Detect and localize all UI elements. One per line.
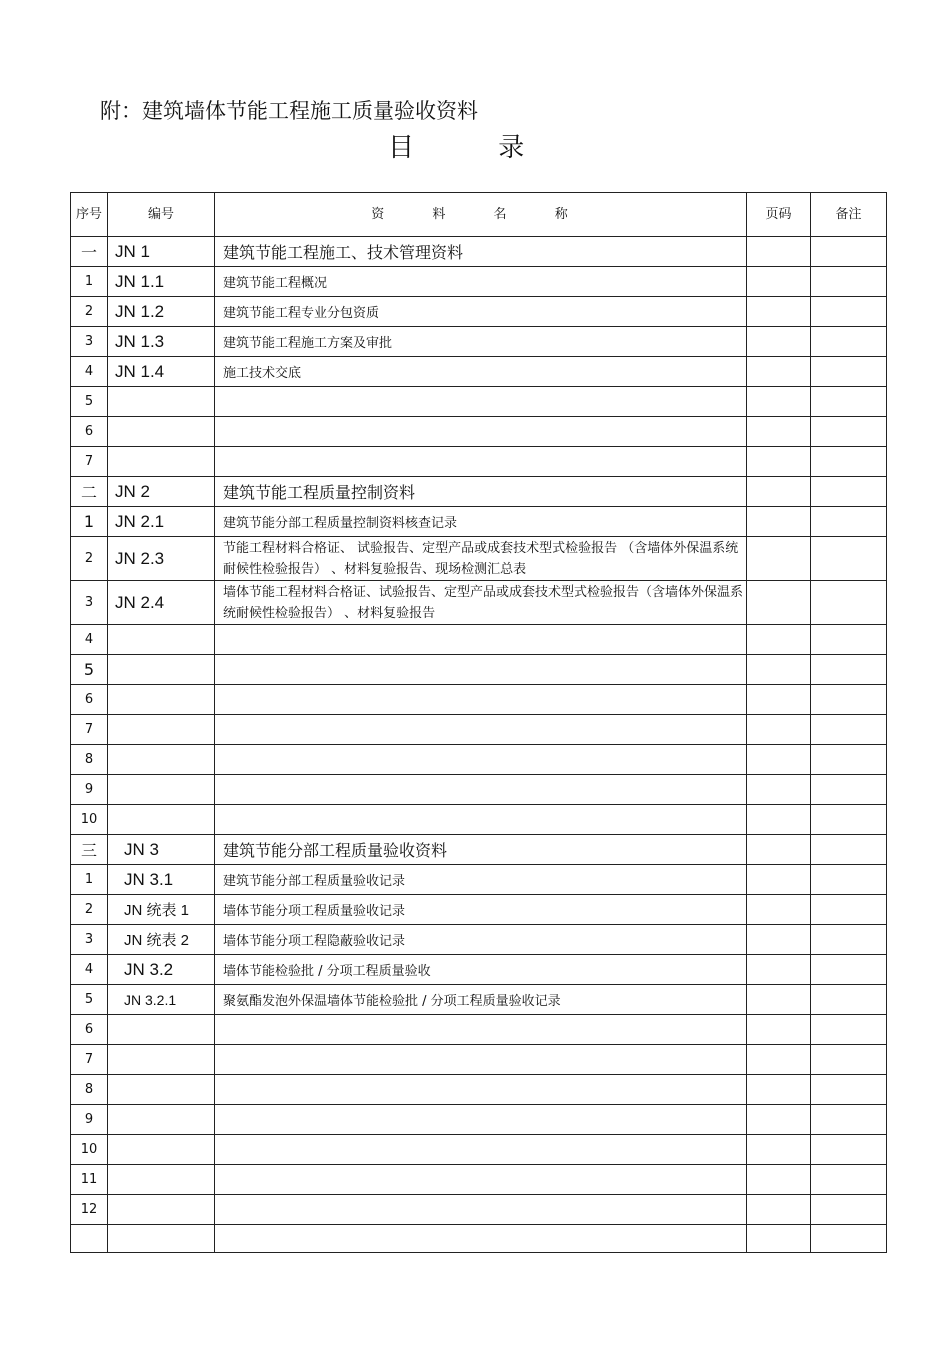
row-code: JN 3 <box>108 835 215 865</box>
row-name <box>215 387 747 417</box>
row-page <box>747 985 811 1015</box>
row-seq: 4 <box>71 955 108 985</box>
row-page <box>747 925 811 955</box>
row-seq: 2 <box>71 537 108 581</box>
row-seq: 10 <box>71 1135 108 1165</box>
row-code: JN 2.3 <box>108 537 215 581</box>
table-row <box>71 805 887 835</box>
table-header-row <box>71 193 887 237</box>
row-name: 建筑节能工程质量控制资料 <box>215 477 747 507</box>
table-row <box>71 1045 887 1075</box>
column-header-page: 页码 <box>747 193 811 237</box>
row-seq: 10 <box>71 805 108 835</box>
row-name <box>215 625 747 655</box>
row-page <box>747 581 811 625</box>
row-remark <box>811 805 887 835</box>
row-remark <box>811 1165 887 1195</box>
row-seq: 4 <box>71 625 108 655</box>
table-row <box>71 955 887 985</box>
row-seq: 5 <box>71 387 108 417</box>
row-page <box>747 327 811 357</box>
row-name: 墙体节能分项工程隐蔽验收记录 <box>215 925 747 955</box>
row-name: 建筑节能分部工程质量验收记录 <box>215 865 747 895</box>
row-seq: 5 <box>71 655 108 685</box>
document-heading: 附：建筑墙体节能工程施工质量验收资料 <box>100 99 478 123</box>
row-page <box>747 955 811 985</box>
table-row <box>71 507 887 537</box>
table-row <box>71 835 887 865</box>
row-remark <box>811 297 887 327</box>
row-code <box>108 447 215 477</box>
table-row <box>71 1015 887 1045</box>
row-code <box>108 1135 215 1165</box>
row-seq: 9 <box>71 775 108 805</box>
row-remark <box>811 895 887 925</box>
row-code <box>108 1015 215 1045</box>
row-name <box>215 1075 747 1105</box>
row-code <box>108 417 215 447</box>
row-name <box>215 685 747 715</box>
row-name: 建筑节能工程施工方案及审批 <box>215 327 747 357</box>
row-page <box>747 267 811 297</box>
row-name: 建筑节能分部工程质量控制资料核查记录 <box>215 507 747 537</box>
row-code <box>108 895 215 925</box>
row-code: JN 3.2 <box>108 955 215 985</box>
row-page <box>747 297 811 327</box>
row-code <box>108 655 215 685</box>
toc-table <box>70 192 887 1253</box>
row-page <box>747 775 811 805</box>
row-page <box>747 447 811 477</box>
row-code: JN 1.4 <box>108 357 215 387</box>
row-remark <box>811 1015 887 1045</box>
table-row <box>71 417 887 447</box>
row-remark <box>811 537 887 581</box>
table-row <box>71 895 887 925</box>
row-remark <box>811 955 887 985</box>
row-code <box>108 387 215 417</box>
row-page <box>747 805 811 835</box>
table-row <box>71 865 887 895</box>
row-seq: 7 <box>71 447 108 477</box>
row-seq: 4 <box>71 357 108 387</box>
row-code <box>108 625 215 655</box>
row-page <box>747 1135 811 1165</box>
row-page <box>747 1165 811 1195</box>
table-row <box>71 715 887 745</box>
row-remark <box>811 925 887 955</box>
row-page <box>747 1075 811 1105</box>
row-code <box>108 1195 215 1225</box>
row-page <box>747 745 811 775</box>
row-code: JN 1 <box>108 237 215 267</box>
row-remark <box>811 357 887 387</box>
row-seq: 6 <box>71 685 108 715</box>
table-row <box>71 685 887 715</box>
row-seq: 3 <box>71 925 108 955</box>
row-code: JN 3.1 <box>108 865 215 895</box>
row-code <box>108 985 215 1015</box>
table-row <box>71 1165 887 1195</box>
row-remark <box>811 417 887 447</box>
row-seq: 3 <box>71 581 108 625</box>
row-name: 墙体节能分项工程质量验收记录 <box>215 895 747 925</box>
row-remark <box>811 655 887 685</box>
row-name: 施工技术交底 <box>215 357 747 387</box>
row-name <box>215 447 747 477</box>
row-name <box>215 1165 747 1195</box>
row-remark <box>811 835 887 865</box>
row-seq: 6 <box>71 1015 108 1045</box>
row-name: 聚氨酯发泡外保温墙体节能检验批 / 分项工程质量验收记录 <box>215 985 747 1015</box>
row-seq: 11 <box>71 1165 108 1195</box>
row-seq: 三 <box>71 835 108 865</box>
row-remark <box>811 477 887 507</box>
row-page <box>747 865 811 895</box>
row-remark <box>811 507 887 537</box>
row-code <box>108 775 215 805</box>
table-row <box>71 985 887 1015</box>
row-page <box>747 835 811 865</box>
row-name <box>215 775 747 805</box>
row-page <box>747 537 811 581</box>
table-row <box>71 925 887 955</box>
row-code: JN 1.3 <box>108 327 215 357</box>
row-page <box>747 507 811 537</box>
row-seq: 1 <box>71 267 108 297</box>
row-seq: 9 <box>71 1105 108 1135</box>
row-code: JN 1.2 <box>108 297 215 327</box>
row-seq: 8 <box>71 1075 108 1105</box>
table-row <box>71 1135 887 1165</box>
row-code: JN 2 <box>108 477 215 507</box>
row-seq: 1 <box>71 507 108 537</box>
table-row <box>71 775 887 805</box>
row-seq: 5 <box>71 985 108 1015</box>
row-remark <box>811 267 887 297</box>
row-seq: 7 <box>71 1045 108 1075</box>
table-row <box>71 327 887 357</box>
column-header-name: 资 料 名 称 <box>215 193 747 237</box>
row-name <box>215 655 747 685</box>
row-remark <box>811 581 887 625</box>
row-remark <box>811 1105 887 1135</box>
table-row <box>71 745 887 775</box>
row-page <box>747 1225 811 1253</box>
row-name: 建筑节能工程施工、技术管理资料 <box>215 237 747 267</box>
toc-title: 目 录 <box>388 133 563 163</box>
row-code-text: JN 统表 1 <box>124 902 190 919</box>
row-page <box>747 357 811 387</box>
table-row <box>71 237 887 267</box>
table-row <box>71 447 887 477</box>
table-row <box>71 297 887 327</box>
row-remark <box>811 715 887 745</box>
row-page <box>747 237 811 267</box>
row-code <box>108 1105 215 1135</box>
row-name <box>215 1105 747 1135</box>
row-page <box>747 1105 811 1135</box>
row-name: 墙体节能工程材料合格证、试验报告、定型产品或成套技术型式检验报告（含墙体外保温系统耐候性检验报告） 、材料复验报告 <box>215 581 747 625</box>
column-header-remark: 备注 <box>811 193 887 237</box>
row-seq <box>71 1225 108 1253</box>
column-header-seq: 序号 <box>71 193 108 237</box>
row-remark <box>811 685 887 715</box>
row-remark <box>811 985 887 1015</box>
row-page <box>747 625 811 655</box>
row-page <box>747 1195 811 1225</box>
table-row <box>71 387 887 417</box>
row-name: 节能工程材料合格证、 试验报告、定型产品或成套技术型式检验报告 （含墙体外保温系统耐候性检验报告） 、材料复验报告、现场检测汇总表 <box>215 537 747 581</box>
row-remark <box>811 1135 887 1165</box>
row-seq: 2 <box>71 297 108 327</box>
row-name <box>215 745 747 775</box>
row-name <box>215 417 747 447</box>
row-code <box>108 1045 215 1075</box>
row-page <box>747 1015 811 1045</box>
row-remark <box>811 237 887 267</box>
row-seq: 一 <box>71 237 108 267</box>
row-remark <box>811 865 887 895</box>
table-row <box>71 655 887 685</box>
table-row <box>71 1075 887 1105</box>
row-name <box>215 1045 747 1075</box>
column-header-code: 编号 <box>108 193 215 237</box>
row-name: 建筑节能分部工程质量验收资料 <box>215 835 747 865</box>
row-code <box>108 745 215 775</box>
row-seq: 2 <box>71 895 108 925</box>
row-seq: 二 <box>71 477 108 507</box>
row-page <box>747 685 811 715</box>
row-page <box>747 477 811 507</box>
row-code <box>108 685 215 715</box>
row-remark <box>811 625 887 655</box>
row-name <box>215 1015 747 1045</box>
row-page <box>747 895 811 925</box>
row-code <box>108 925 215 955</box>
table-row <box>71 1225 887 1253</box>
row-page <box>747 1045 811 1075</box>
row-remark <box>811 1045 887 1075</box>
row-seq: 1 <box>71 865 108 895</box>
row-remark <box>811 327 887 357</box>
row-remark <box>811 1195 887 1225</box>
row-code <box>108 715 215 745</box>
row-page <box>747 417 811 447</box>
row-name <box>215 1225 747 1253</box>
row-page <box>747 715 811 745</box>
row-code: JN 2.1 <box>108 507 215 537</box>
table-row <box>71 357 887 387</box>
row-seq: 6 <box>71 417 108 447</box>
row-seq: 3 <box>71 327 108 357</box>
row-name: 墙体节能检验批 / 分项工程质量验收 <box>215 955 747 985</box>
row-remark <box>811 745 887 775</box>
row-remark <box>811 1225 887 1253</box>
row-seq: 12 <box>71 1195 108 1225</box>
row-name <box>215 1135 747 1165</box>
row-code-text: JN 统表 2 <box>124 932 190 949</box>
row-code-text: JN 3.2.1 <box>124 991 177 1008</box>
row-page <box>747 655 811 685</box>
row-name: 建筑节能工程概况 <box>215 267 747 297</box>
row-seq: 8 <box>71 745 108 775</box>
row-seq: 7 <box>71 715 108 745</box>
row-code <box>108 1165 215 1195</box>
row-code: JN 1.1 <box>108 267 215 297</box>
row-code <box>108 1075 215 1105</box>
row-remark <box>811 1075 887 1105</box>
row-code: JN 2.4 <box>108 581 215 625</box>
row-name: 建筑节能工程专业分包资质 <box>215 297 747 327</box>
row-name <box>215 805 747 835</box>
row-code <box>108 805 215 835</box>
table-row <box>71 1105 887 1135</box>
row-page <box>747 387 811 417</box>
row-code <box>108 1225 215 1253</box>
table-row <box>71 477 887 507</box>
row-remark <box>811 775 887 805</box>
table-row <box>71 581 887 625</box>
row-remark <box>811 387 887 417</box>
row-name <box>215 1195 747 1225</box>
row-name <box>215 715 747 745</box>
table-row <box>71 537 887 581</box>
table-row <box>71 267 887 297</box>
row-remark <box>811 447 887 477</box>
table-row <box>71 625 887 655</box>
table-row <box>71 1195 887 1225</box>
